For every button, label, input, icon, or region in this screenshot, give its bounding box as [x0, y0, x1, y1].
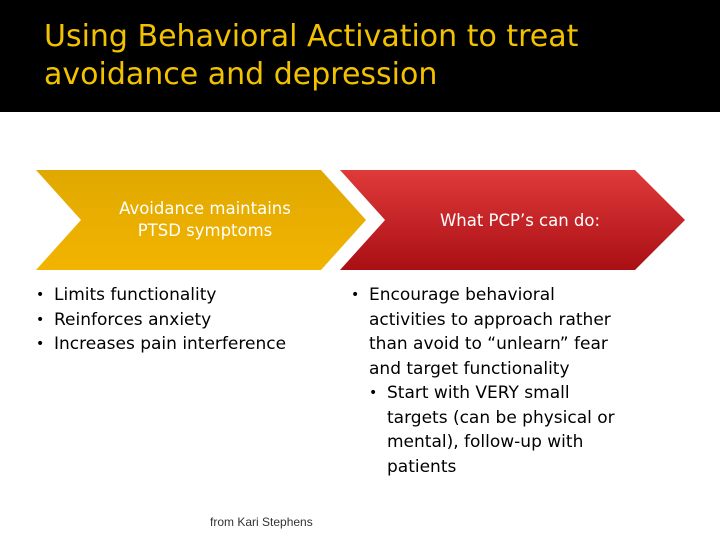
right-chevron-label: What PCP’s can do: — [439, 211, 601, 230]
right-sub-bullet-list — [369, 381, 616, 479]
slide-title: Using Behavioral Activation to treat avoidance and depression — [44, 19, 579, 92]
right-bullet-text: Encourage behavioral activities to approach rather than avoid to “unlearn” fear and target functionality — [369, 285, 611, 379]
left-bullet-item: • Reinforces anxiety — [36, 308, 296, 333]
left-chevron-label: Avoidance maintains PTSD symptoms — [119, 199, 291, 240]
left-bullet-item: • Limits functionality — [36, 283, 296, 308]
credit-text: from Kari Stephens — [210, 515, 313, 529]
left-bullet-item: • Increases pain interference — [36, 332, 296, 357]
right-bullet-list — [351, 283, 616, 479]
left-bullet-list — [36, 283, 296, 357]
right-sub-bullet-item: • Start with VERY small targets (can be physical or mental), follow-up with patients — [369, 381, 616, 479]
right-bullet-item — [351, 283, 616, 479]
